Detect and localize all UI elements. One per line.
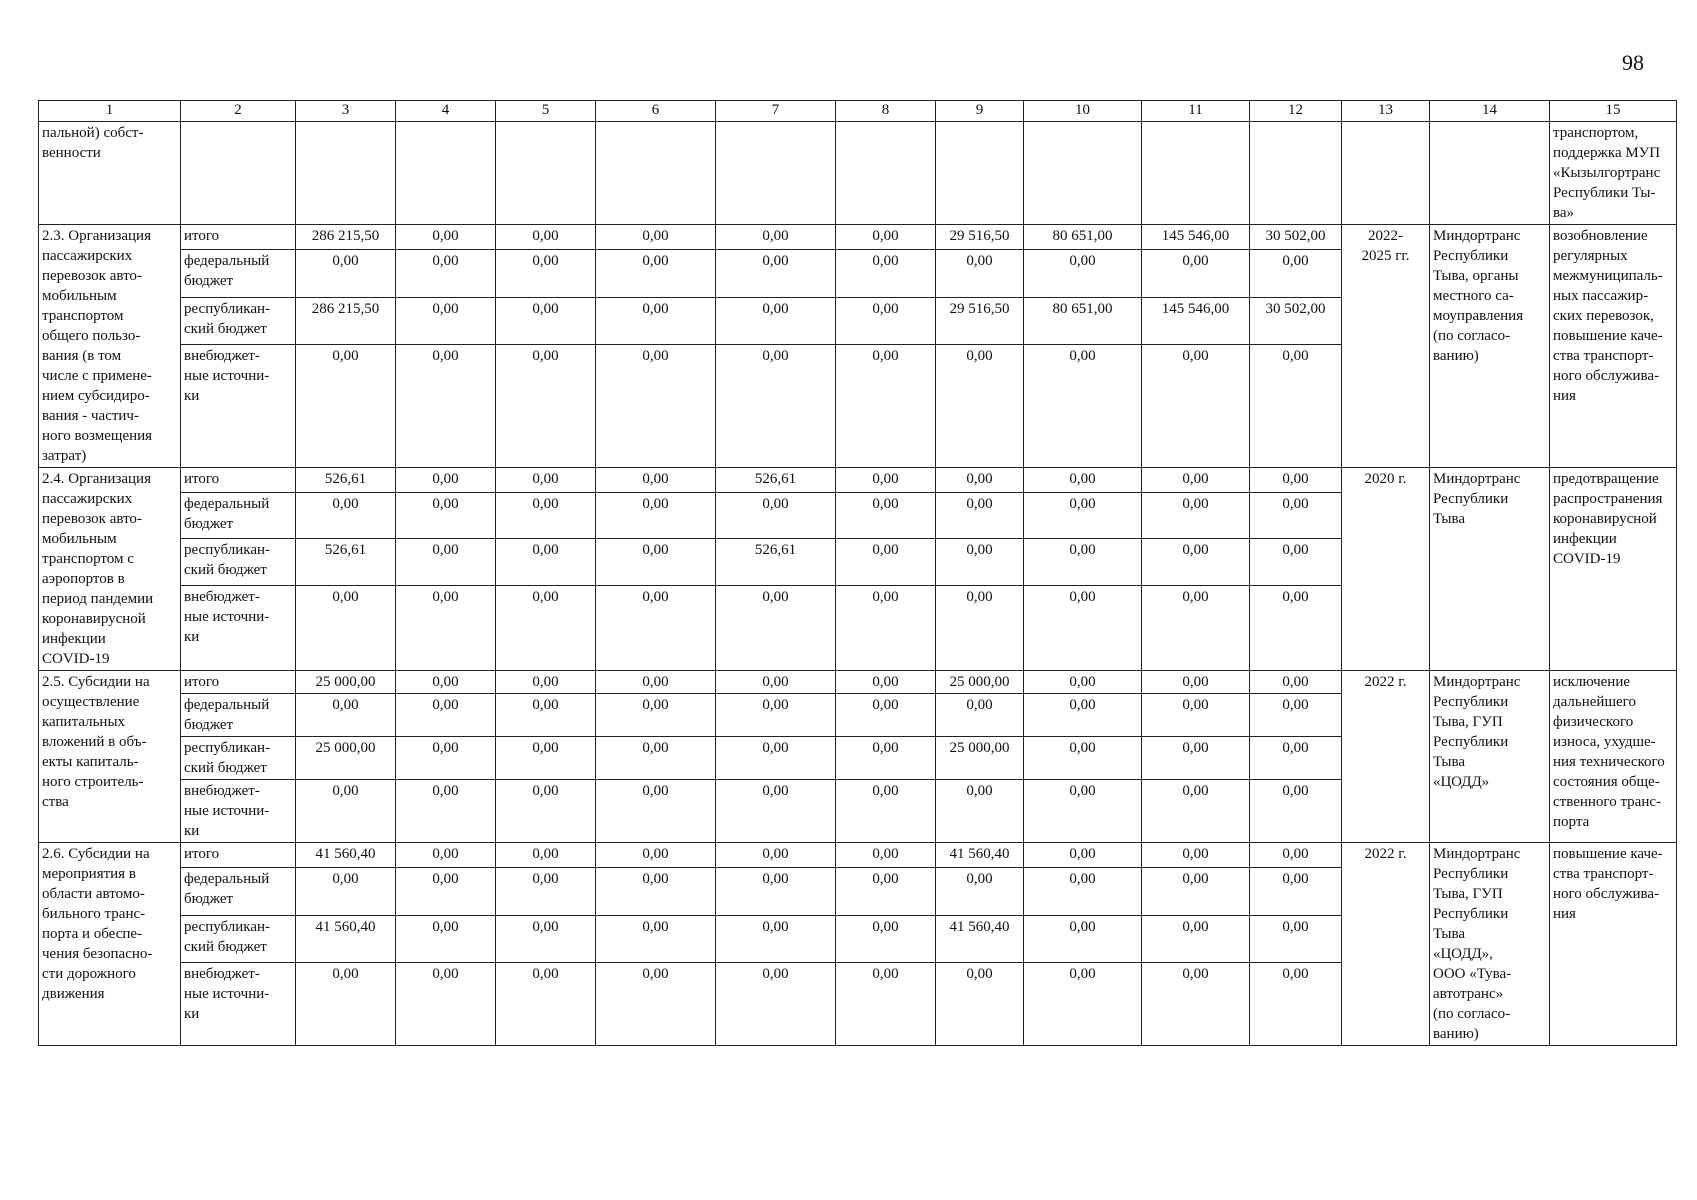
amount-cell: 0,00 <box>716 250 836 297</box>
amount-cell: 0,00 <box>396 671 496 694</box>
amount-cell: 0,00 <box>496 868 596 915</box>
amount-cell: 0,00 <box>1142 843 1250 868</box>
amount-cell: 0,00 <box>296 492 396 539</box>
amount-cell: 25 000,00 <box>936 671 1024 694</box>
amount-cell: 0,00 <box>496 671 596 694</box>
amount-cell: 0,00 <box>836 250 936 297</box>
responsible-executor: Миндортранс Республики Тыва, органы местного са- моуправления (по согласо- ванию) <box>1430 225 1550 468</box>
amount-cell: 0,00 <box>836 225 936 250</box>
amount-cell: 0,00 <box>596 345 716 468</box>
column-number: 3 <box>296 101 396 122</box>
amount-cell: 0,00 <box>836 915 936 962</box>
amount-cell: 0,00 <box>496 250 596 297</box>
amount-cell: 0,00 <box>1024 780 1142 843</box>
amount-cell: 0,00 <box>296 694 396 737</box>
amount-cell: 0,00 <box>296 250 396 297</box>
amount-cell: 0,00 <box>1142 671 1250 694</box>
amount-cell: 0,00 <box>1250 737 1342 780</box>
implementation-period: 2022- 2025 гг. <box>1342 225 1430 468</box>
amount-cell: 0,00 <box>936 250 1024 297</box>
funding-source: республикан- ский бюджет <box>181 915 296 962</box>
amount-cell: 0,00 <box>1024 963 1142 1046</box>
amount-cell: 0,00 <box>1142 780 1250 843</box>
amount-cell: 0,00 <box>716 780 836 843</box>
funding-row <box>39 843 1677 868</box>
measure-name: 2.4. Организация пассажирских перевозок авто- мобильным транспортом с аэропортов в период пандемии коронавирусной инфекции COVID-19 <box>39 468 181 671</box>
amount-cell: 41 560,40 <box>936 915 1024 962</box>
amount-cell: 0,00 <box>396 492 496 539</box>
amount-cell: 0,00 <box>836 671 936 694</box>
amount-cell: 0,00 <box>836 492 936 539</box>
funding-source: итого <box>181 225 296 250</box>
amount-cell: 0,00 <box>396 345 496 468</box>
column-number: 8 <box>836 101 936 122</box>
amount-cell: 145 546,00 <box>1142 297 1250 344</box>
amount-cell: 0,00 <box>716 963 836 1046</box>
amount-cell: 0,00 <box>936 586 1024 671</box>
amount-cell: 0,00 <box>596 297 716 344</box>
funding-source: республикан- ский бюджет <box>181 297 296 344</box>
amount-cell: 0,00 <box>596 250 716 297</box>
column-number-row <box>39 101 1677 122</box>
amount-cell: 0,00 <box>596 868 716 915</box>
implementation-period: 2020 г. <box>1342 468 1430 671</box>
amount-cell: 0,00 <box>716 345 836 468</box>
amount-cell: 0,00 <box>296 345 396 468</box>
amount-cell: 0,00 <box>1142 963 1250 1046</box>
column-number: 4 <box>396 101 496 122</box>
amount-cell: 0,00 <box>496 492 596 539</box>
amount-cell: 41 560,40 <box>296 843 396 868</box>
amount-cell: 0,00 <box>396 915 496 962</box>
amount-cell: 0,00 <box>596 780 716 843</box>
amount-cell: 0,00 <box>396 868 496 915</box>
amount-cell: 0,00 <box>836 868 936 915</box>
amount-cell: 0,00 <box>936 868 1024 915</box>
amount-cell: 0,00 <box>1024 492 1142 539</box>
amount-cell: 25 000,00 <box>936 737 1024 780</box>
amount-cell: 0,00 <box>1250 586 1342 671</box>
funding-row <box>39 468 1677 493</box>
amount-cell: 0,00 <box>936 345 1024 468</box>
amount-cell: 0,00 <box>836 694 936 737</box>
amount-cell: 0,00 <box>396 737 496 780</box>
expected-result: предотвращение распространения коронавирусной инфекции COVID-19 <box>1550 468 1677 671</box>
funding-source: итого <box>181 468 296 493</box>
amount-cell: 0,00 <box>716 694 836 737</box>
amount-cell: 0,00 <box>716 671 836 694</box>
amount-cell: 0,00 <box>836 345 936 468</box>
funding-source: итого <box>181 843 296 868</box>
amount-cell: 0,00 <box>1024 468 1142 493</box>
amount-cell: 526,61 <box>296 468 396 493</box>
measure-name-continuation: пальной) собст- венности <box>39 122 181 225</box>
funding-source: федеральный бюджет <box>181 694 296 737</box>
responsible-executor: Миндортранс Республики Тыва <box>1430 468 1550 671</box>
funding-source: внебюджет- ные источни- ки <box>181 586 296 671</box>
amount-cell: 41 560,40 <box>296 915 396 962</box>
measure-name: 2.5. Субсидии на осуществление капитальных вложений в объ- екты капиталь- ного строитель- ства <box>39 671 181 843</box>
amount-cell: 0,00 <box>936 780 1024 843</box>
amount-cell: 0,00 <box>1024 843 1142 868</box>
amount-cell: 0,00 <box>1024 539 1142 586</box>
amount-cell: 0,00 <box>496 468 596 493</box>
amount-cell: 0,00 <box>936 539 1024 586</box>
amount-cell: 0,00 <box>836 737 936 780</box>
column-number: 13 <box>1342 101 1430 122</box>
amount-cell: 41 560,40 <box>936 843 1024 868</box>
program-measures-table <box>38 100 1677 1046</box>
amount-cell: 0,00 <box>1024 586 1142 671</box>
measure-name: 2.6. Субсидии на мероприятия в области автомо- бильного транс- порта и обеспе- чения безопасно- сти дорожного движения <box>39 843 181 1046</box>
amount-cell: 0,00 <box>1250 345 1342 468</box>
amount-cell: 0,00 <box>596 963 716 1046</box>
amount-cell: 0,00 <box>496 345 596 468</box>
amount-cell: 286 215,50 <box>296 225 396 250</box>
amount-cell: 0,00 <box>1250 492 1342 539</box>
amount-cell: 30 502,00 <box>1250 297 1342 344</box>
column-number: 7 <box>716 101 836 122</box>
amount-cell: 0,00 <box>1250 694 1342 737</box>
amount-cell: 0,00 <box>1250 539 1342 586</box>
amount-cell: 0,00 <box>496 915 596 962</box>
amount-cell: 526,61 <box>716 539 836 586</box>
amount-cell: 0,00 <box>1024 671 1142 694</box>
amount-cell: 0,00 <box>396 963 496 1046</box>
amount-cell: 0,00 <box>496 539 596 586</box>
column-number: 14 <box>1430 101 1550 122</box>
amount-cell: 0,00 <box>1142 737 1250 780</box>
amount-cell: 0,00 <box>496 694 596 737</box>
expected-result: повышение каче- ства транспорт- ного обслужива- ния <box>1550 843 1677 1046</box>
funding-source: республикан- ский бюджет <box>181 539 296 586</box>
amount-cell: 0,00 <box>716 492 836 539</box>
amount-cell: 0,00 <box>396 225 496 250</box>
column-number: 9 <box>936 101 1024 122</box>
amount-cell: 0,00 <box>1142 868 1250 915</box>
amount-cell: 0,00 <box>296 780 396 843</box>
amount-cell: 0,00 <box>836 780 936 843</box>
amount-cell: 0,00 <box>1250 843 1342 868</box>
amount-cell: 0,00 <box>596 915 716 962</box>
amount-cell: 0,00 <box>396 694 496 737</box>
amount-cell: 0,00 <box>596 492 716 539</box>
amount-cell: 0,00 <box>836 297 936 344</box>
amount-cell: 0,00 <box>936 694 1024 737</box>
amount-cell: 0,00 <box>836 843 936 868</box>
amount-cell: 0,00 <box>596 468 716 493</box>
responsible-executor: Миндортранс Республики Тыва, ГУП Республики Тыва «ЦОДД» <box>1430 671 1550 843</box>
column-number: 11 <box>1142 101 1250 122</box>
amount-cell: 0,00 <box>296 963 396 1046</box>
continuation-row <box>39 122 1677 225</box>
amount-cell: 0,00 <box>1024 915 1142 962</box>
amount-cell: 286 215,50 <box>296 297 396 344</box>
amount-cell: 0,00 <box>836 586 936 671</box>
amount-cell: 0,00 <box>1024 868 1142 915</box>
amount-cell: 0,00 <box>396 468 496 493</box>
amount-cell: 0,00 <box>1024 737 1142 780</box>
amount-cell: 0,00 <box>596 843 716 868</box>
funding-source: федеральный бюджет <box>181 868 296 915</box>
amount-cell: 0,00 <box>716 737 836 780</box>
amount-cell: 0,00 <box>1142 586 1250 671</box>
column-number: 2 <box>181 101 296 122</box>
amount-cell: 0,00 <box>496 780 596 843</box>
amount-cell: 25 000,00 <box>296 671 396 694</box>
amount-cell: 0,00 <box>396 780 496 843</box>
amount-cell: 0,00 <box>1142 492 1250 539</box>
column-number: 12 <box>1250 101 1342 122</box>
amount-cell: 0,00 <box>596 539 716 586</box>
amount-cell: 30 502,00 <box>1250 225 1342 250</box>
funding-source: внебюджет- ные источни- ки <box>181 345 296 468</box>
amount-cell: 0,00 <box>1142 915 1250 962</box>
amount-cell: 0,00 <box>396 297 496 344</box>
amount-cell: 0,00 <box>716 297 836 344</box>
amount-cell: 0,00 <box>1142 468 1250 493</box>
amount-cell: 0,00 <box>1250 963 1342 1046</box>
amount-cell: 0,00 <box>936 963 1024 1046</box>
measure-name: 2.3. Организация пассажирских перевозок авто- мобильным транспортом общего пользо- вания (в том числе с примене- нием субсидиро- вания - частич- ного возмещения затрат) <box>39 225 181 468</box>
amount-cell: 0,00 <box>396 250 496 297</box>
amount-cell: 0,00 <box>396 843 496 868</box>
amount-cell: 0,00 <box>936 468 1024 493</box>
amount-cell: 526,61 <box>296 539 396 586</box>
amount-cell: 0,00 <box>596 225 716 250</box>
implementation-period: 2022 г. <box>1342 843 1430 1046</box>
amount-cell: 0,00 <box>1250 915 1342 962</box>
amount-cell: 0,00 <box>1250 250 1342 297</box>
amount-cell: 0,00 <box>1250 868 1342 915</box>
amount-cell: 29 516,50 <box>936 297 1024 344</box>
amount-cell: 0,00 <box>1142 539 1250 586</box>
amount-cell: 0,00 <box>836 963 936 1046</box>
funding-source: итого <box>181 671 296 694</box>
amount-cell: 0,00 <box>716 843 836 868</box>
amount-cell: 0,00 <box>1250 468 1342 493</box>
funding-row <box>39 671 1677 694</box>
funding-source: внебюджет- ные источни- ки <box>181 780 296 843</box>
amount-cell: 0,00 <box>836 539 936 586</box>
amount-cell: 80 651,00 <box>1024 225 1142 250</box>
column-number: 10 <box>1024 101 1142 122</box>
funding-source: республикан- ский бюджет <box>181 737 296 780</box>
amount-cell: 0,00 <box>716 868 836 915</box>
column-number: 1 <box>39 101 181 122</box>
funding-source: федеральный бюджет <box>181 250 296 297</box>
expected-result: исключение дальнейшего физического износа, ухудше- ния технического состояния обще- ственного транс- порта <box>1550 671 1677 843</box>
amount-cell: 0,00 <box>496 225 596 250</box>
amount-cell: 0,00 <box>496 586 596 671</box>
amount-cell: 0,00 <box>496 297 596 344</box>
amount-cell: 0,00 <box>936 492 1024 539</box>
amount-cell: 0,00 <box>836 468 936 493</box>
amount-cell: 0,00 <box>1250 671 1342 694</box>
amount-cell: 0,00 <box>496 737 596 780</box>
amount-cell: 0,00 <box>1142 694 1250 737</box>
amount-cell: 0,00 <box>716 586 836 671</box>
amount-cell: 0,00 <box>396 539 496 586</box>
amount-cell: 0,00 <box>396 586 496 671</box>
amount-cell: 80 651,00 <box>1024 297 1142 344</box>
funding-source: внебюджет- ные источни- ки <box>181 963 296 1046</box>
amount-cell: 0,00 <box>596 586 716 671</box>
amount-cell: 145 546,00 <box>1142 225 1250 250</box>
funding-row <box>39 225 1677 250</box>
amount-cell: 25 000,00 <box>296 737 396 780</box>
amount-cell: 29 516,50 <box>936 225 1024 250</box>
amount-cell: 0,00 <box>1142 345 1250 468</box>
amount-cell: 0,00 <box>1250 780 1342 843</box>
amount-cell: 0,00 <box>716 915 836 962</box>
expected-result: возобновление регулярных межмуниципаль- ных пассажир- ских перевозок, повышение каче- ства транспорт- ного обслужива- ния <box>1550 225 1677 468</box>
column-number: 15 <box>1550 101 1677 122</box>
amount-cell: 0,00 <box>596 671 716 694</box>
amount-cell: 0,00 <box>1142 250 1250 297</box>
amount-cell: 0,00 <box>496 843 596 868</box>
implementation-period: 2022 г. <box>1342 671 1430 843</box>
column-number: 5 <box>496 101 596 122</box>
funding-source: федеральный бюджет <box>181 492 296 539</box>
amount-cell: 0,00 <box>716 225 836 250</box>
responsible-executor: Миндортранс Республики Тыва, ГУП Республики Тыва «ЦОДД», ООО «Тува- автотранс» (по согласо- ванию) <box>1430 843 1550 1046</box>
expected-result-continuation: транспортом, поддержка МУП «Кызылгортранс Республики Ты- ва» <box>1550 122 1677 225</box>
amount-cell: 526,61 <box>716 468 836 493</box>
amount-cell: 0,00 <box>596 737 716 780</box>
amount-cell: 0,00 <box>296 586 396 671</box>
amount-cell: 0,00 <box>496 963 596 1046</box>
column-number: 6 <box>596 101 716 122</box>
page-number: 98 <box>1622 50 1644 75</box>
amount-cell: 0,00 <box>1024 345 1142 468</box>
amount-cell: 0,00 <box>596 694 716 737</box>
amount-cell: 0,00 <box>296 868 396 915</box>
amount-cell: 0,00 <box>1024 250 1142 297</box>
amount-cell: 0,00 <box>1024 694 1142 737</box>
